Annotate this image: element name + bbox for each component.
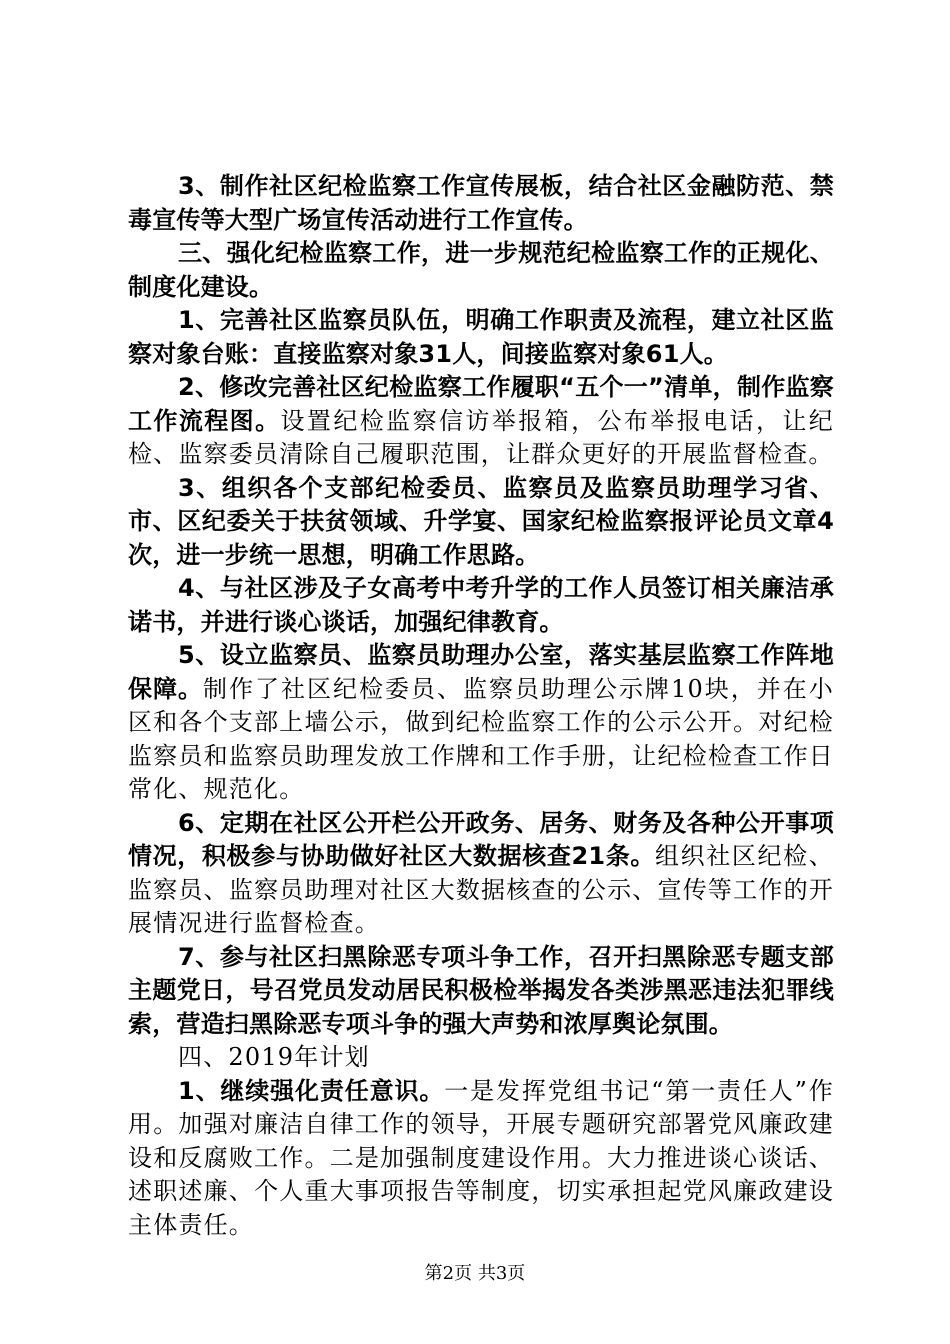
paragraph-bold-text: 6、定期在社区公开栏公开政务、居务、财务及各种公开事项情况，积极参与协助做好社区大数据核查21条。: [128, 808, 834, 870]
paragraph: [128, 639, 834, 807]
paragraph-normal-text: 制作了社区纪检委员、监察员助理公示牌10块，并在小区和各个支部上墙公示，做到纪检监察工作的公示公开。对纪检监察员和监察员助理发放工作牌和工作手册，让纪检检查工作日常化、规范化。: [128, 674, 834, 803]
section-heading-text: 四、2019年计划: [178, 1043, 370, 1071]
paragraph-normal-text: 组织社区纪检、监察员、监察员助理对社区大数据核查的公示、宣传等工作的开展情况进行监督检查。: [128, 842, 835, 937]
paragraph: [128, 472, 834, 573]
paragraph-normal-text: 一是发挥党组书记“第一责任人”作用。加强对廉洁自律工作的领导，开展专题研究部署党风廉政建设和反腐败工作。二是加强制度建设作用。大力推进谈心谈话、述职述廉、个人重大事项报告等制度，切实承担起党风廉政建设主体责任。: [128, 1076, 834, 1239]
paragraph: [128, 170, 834, 237]
paragraph: [128, 237, 834, 304]
paragraph-bold-text: 7、参与社区扫黑除恶专项斗争工作，召开扫黑除恶专题支部主题党日，号召党员发动居民积极检举揭发各类涉黑恶违法犯罪线索，营造扫黑除恶专项斗争的强大声势和浓厚舆论氛围。: [128, 942, 834, 1038]
paragraph: [128, 941, 834, 1042]
paragraph-bold-text: 5、设立监察员、监察员助理办公室，落实基层监察工作阵地保障。: [128, 641, 834, 703]
paragraph-bold-text: 1、继续强化责任意识。: [178, 1076, 445, 1105]
paragraph-bold-text: 3、制作社区纪检监察工作宣传展板，结合社区金融防范、禁毒宣传等大型广场宣传活动进行工作宣传。: [128, 172, 834, 234]
document-body: [128, 170, 834, 1242]
paragraph-bold-text: 2、修改完善社区纪检监察工作履职“五个一”清单，制作监察工作流程图。: [128, 373, 834, 435]
paragraph-bold-text: 1、完善社区监察员队伍，明确工作职责及流程，建立社区监察对象台账：直接监察对象31人，间接监察对象61人。: [128, 306, 834, 368]
section-heading: [128, 1041, 834, 1075]
paragraph-normal-text: 设置纪检监察信访举报箱，公布举报电话，让纪检、监察委员清除自己履职范围，让群众更好的开展监督检查。: [128, 406, 835, 468]
paragraph: [128, 371, 834, 472]
paragraph: [128, 572, 834, 639]
paragraph: [128, 304, 834, 371]
paragraph-bold-text: 三、强化纪检监察工作，进一步规范纪检监察工作的正规化、制度化建设。: [128, 239, 834, 301]
paragraph: [128, 807, 834, 941]
paragraph: [128, 1075, 834, 1243]
paragraph-bold-text: 4、与社区涉及子女高考中考升学的工作人员签订相关廉洁承诺书，并进行谈心谈话，加强纪律教育。: [128, 574, 834, 636]
paragraph-bold-text: 3、组织各个支部纪检委员、监察员及监察员助理学习省、市、区纪委关于扶贫领域、升学宴、国家纪检监察报评论员文章4次，进一步统一思想，明确工作思路。: [128, 473, 834, 569]
page-number-footer: 第2页 共3页: [424, 1263, 526, 1284]
